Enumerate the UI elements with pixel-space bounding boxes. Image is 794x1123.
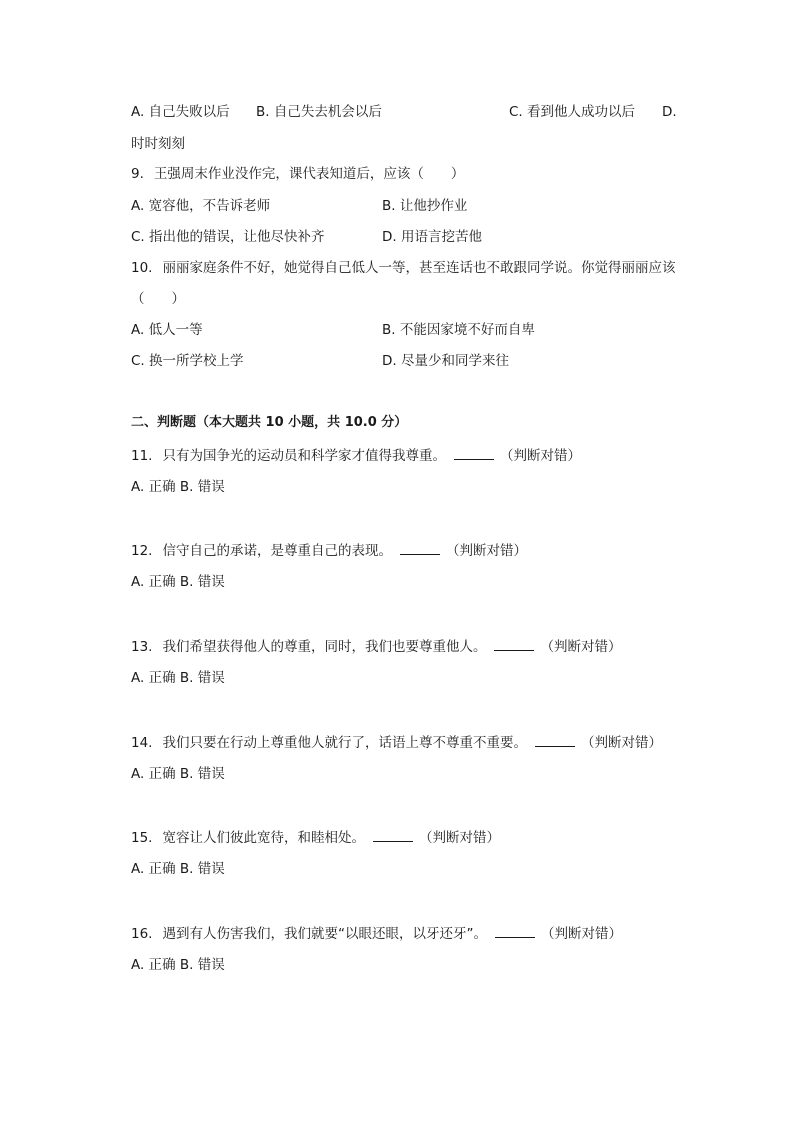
q8-option-d-text: 时时刻刻 — [131, 136, 185, 152]
answer-blank[interactable] — [400, 540, 440, 555]
question-9 — [131, 164, 464, 184]
answer-blank[interactable] — [495, 923, 535, 938]
question-number: 9. — [131, 166, 144, 182]
q9-option-c: C. 指出他的错误，让他尽快补齐 — [131, 229, 325, 245]
question-11-options: A. 正确 B. 错误 — [131, 479, 225, 495]
q10-option-b: B. 不能因家境不好而自卑 — [382, 322, 535, 338]
q10-option-d: D. 尽量少和同学来往 — [382, 353, 509, 369]
q10-option-c: C. 换一所学校上学 — [131, 353, 244, 369]
question-10 — [131, 258, 675, 278]
question-13: 13. 我们希望获得他人的尊重，同时，我们也要尊重他人。 （判断对错） — [131, 636, 621, 657]
question-text: 丽丽家庭条件不好，她觉得自己低人一等，甚至连话也不敢跟同学说。你觉得丽丽应该 — [162, 260, 676, 276]
question-12: 12. 信守自己的承诺，是尊重自己的表现。 （判断对错） — [131, 540, 527, 561]
question-14: 14. 我们只要在行动上尊重他人就行了，话语上尊不尊重不重要。 （判断对错） — [131, 732, 662, 753]
answer-blank[interactable] — [373, 827, 413, 842]
q8-option-a: A. 自己失败以后 — [131, 104, 230, 120]
answer-blank[interactable] — [535, 732, 575, 747]
q9-option-d: D. 用语言挖苦他 — [382, 229, 482, 245]
question-10-answer-bracket: （ ） — [131, 291, 185, 307]
question-13-options: A. 正确 B. 错误 — [131, 670, 225, 686]
question-16: 16. 遇到有人伤害我们，我们就要“以眼还眼，以牙还牙”。 （判断对错） — [131, 923, 622, 944]
q8-option-b: B. 自己失去机会以后 — [256, 104, 382, 120]
question-16-options: A. 正确 B. 错误 — [131, 957, 225, 973]
question-15: 15. 宽容让人们彼此宽待，和睦相处。 （判断对错） — [131, 827, 500, 848]
q9-option-a: A. 宽容他，不告诉老师 — [131, 198, 271, 214]
question-12-options: A. 正确 B. 错误 — [131, 574, 225, 590]
question-14-options: A. 正确 B. 错误 — [131, 766, 225, 782]
answer-blank[interactable] — [494, 636, 534, 651]
question-15-options: A. 正确 B. 错误 — [131, 861, 225, 877]
q8-option-d: D. — [662, 104, 677, 120]
q8-option-c: C. 看到他人成功以后 — [509, 104, 636, 120]
answer-blank[interactable] — [454, 445, 494, 460]
question-text: 王强周末作业没作完，课代表知道后，应该（ ） — [153, 166, 465, 182]
q9-option-b: B. 让他抄作业 — [382, 198, 468, 214]
question-11: 11. 只有为国争光的运动员和科学家才值得我尊重。 （判断对错） — [131, 445, 581, 466]
question-number: 10. — [131, 260, 153, 276]
q10-option-a: A. 低人一等 — [131, 322, 203, 338]
section-heading-judgement: 二、判断题（本大题共 10 小题，共 10.0 分） — [131, 415, 408, 430]
